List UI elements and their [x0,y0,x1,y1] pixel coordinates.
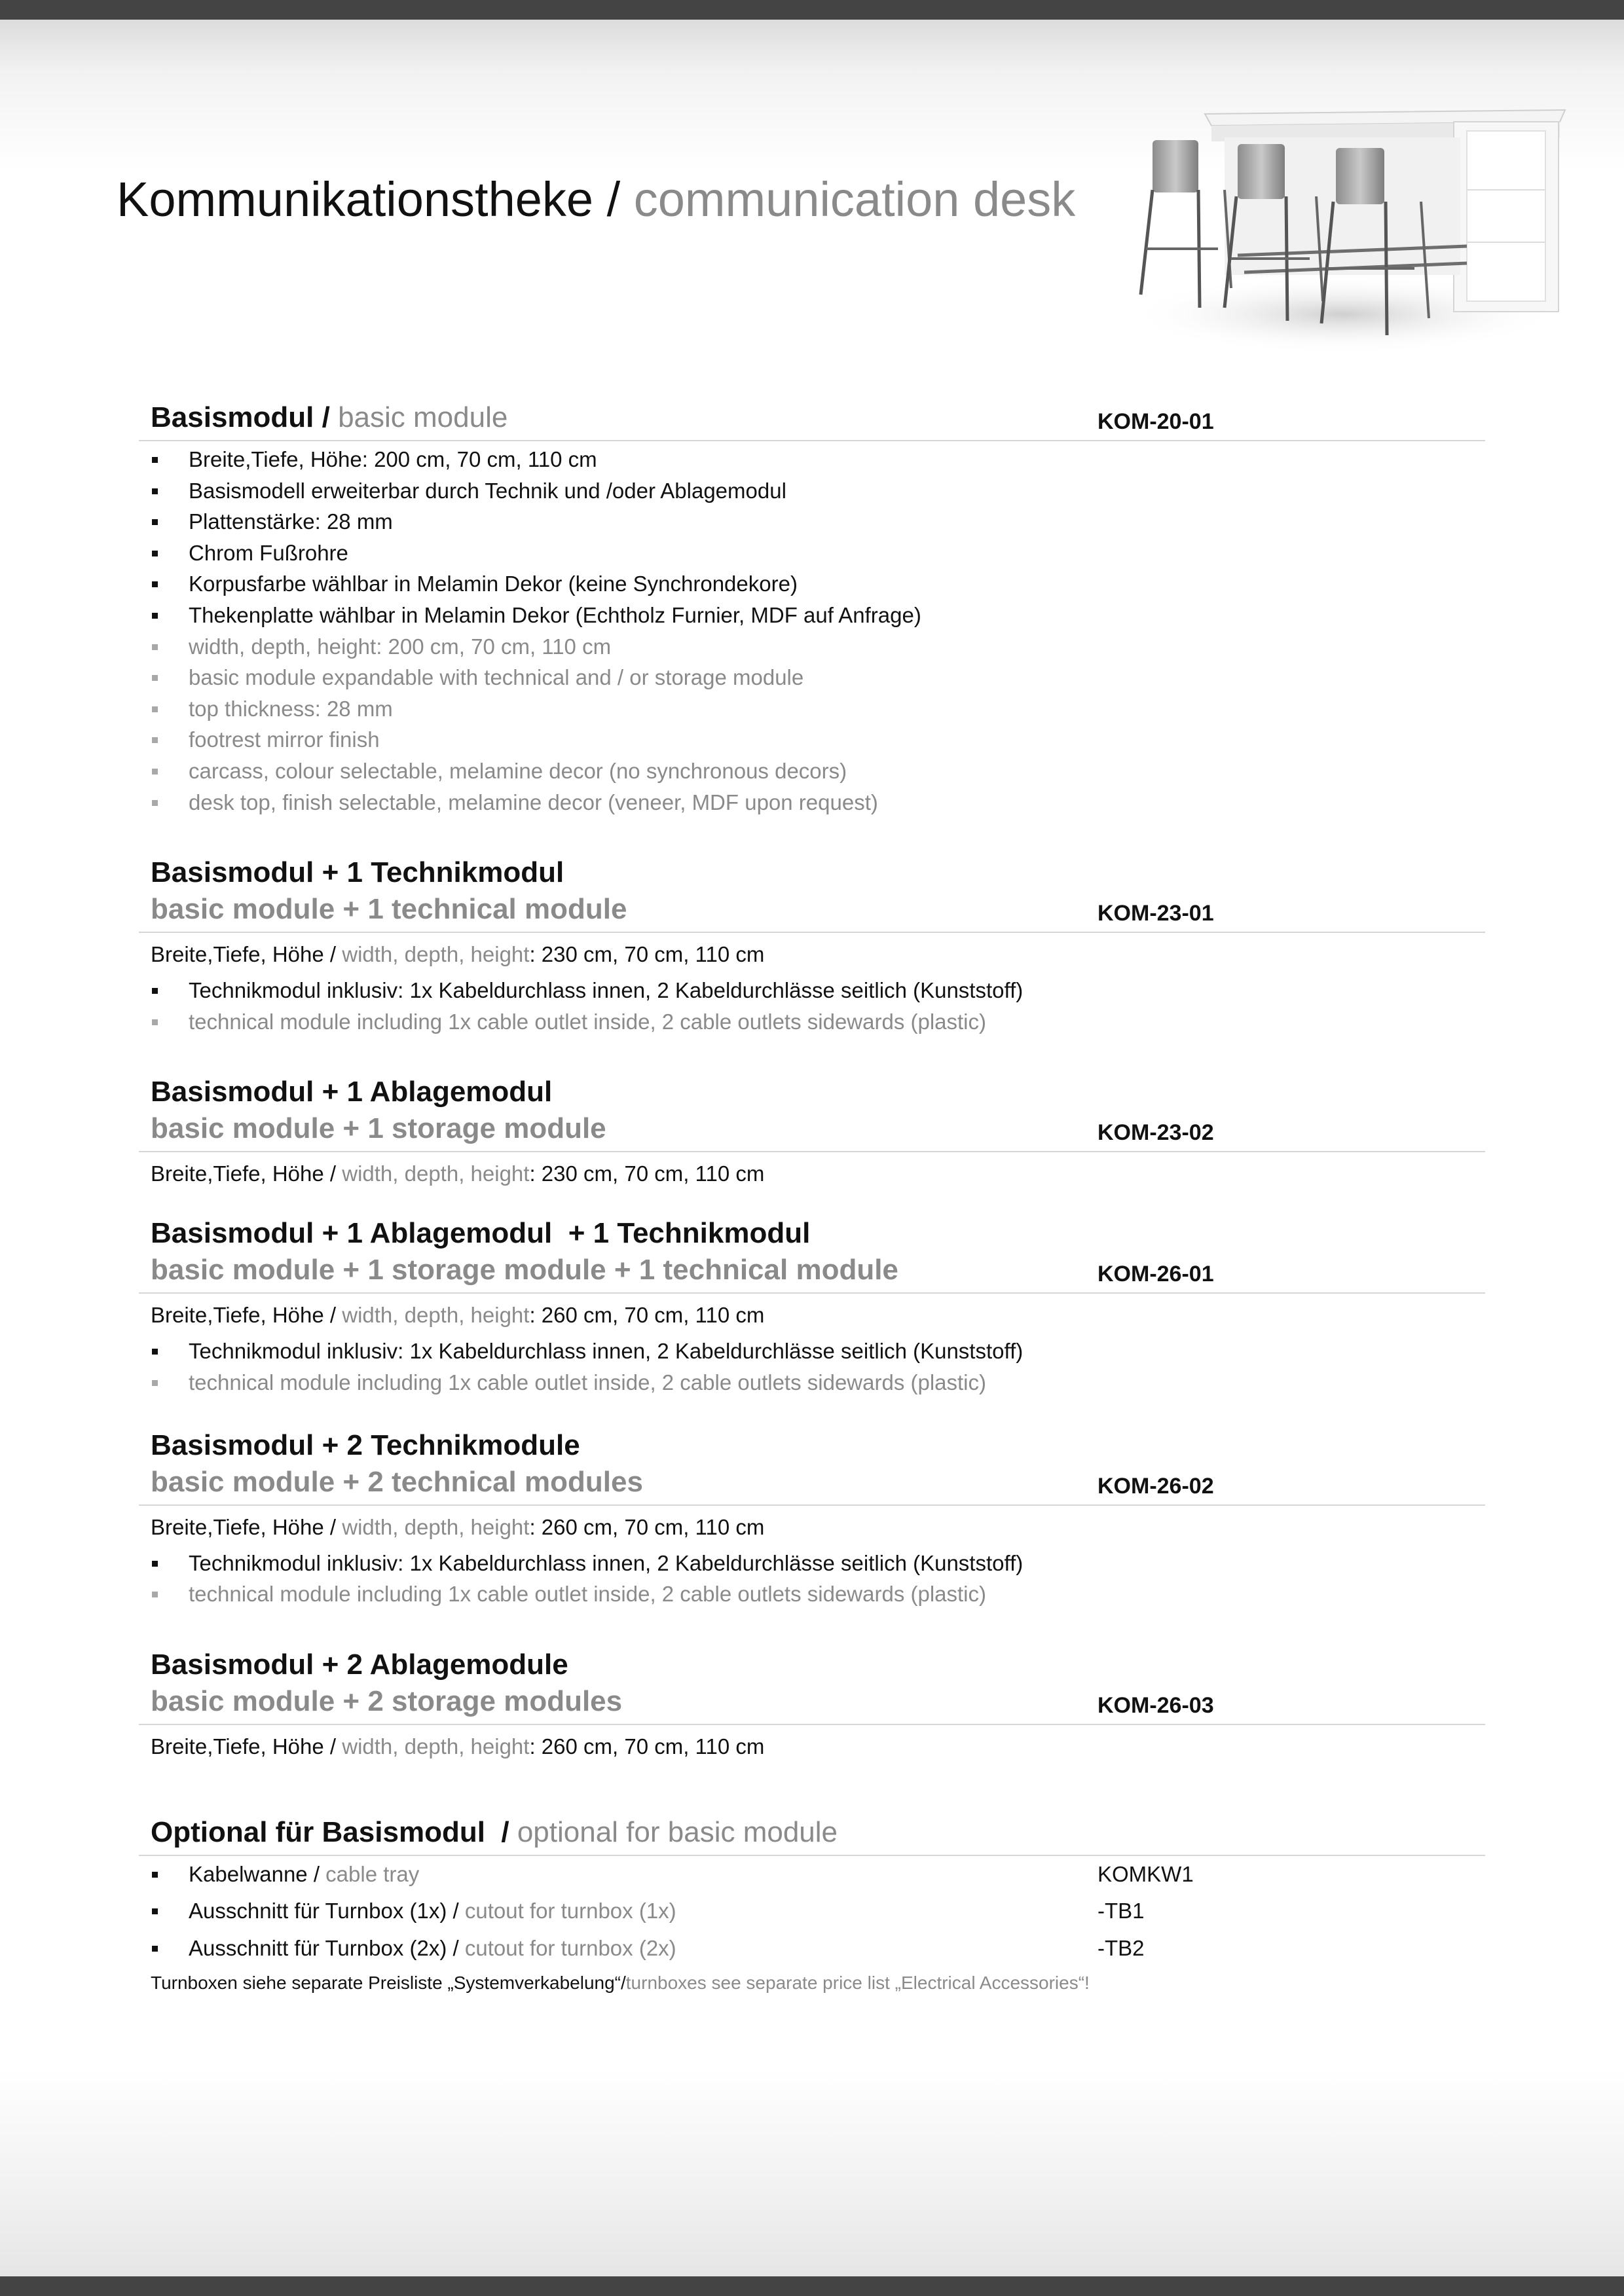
dims-label-de: Breite,Tiefe, Höhe / [151,1734,337,1758]
list-item: Basismodell erweiterbar durch Technik und /oder Ablagemodul [139,475,1485,507]
section-basic-module [139,399,1485,818]
dims-value: : 260 cm, 70 cm, 110 cm [529,1514,765,1539]
list-item: technical module including 1x cable outlet inside, 2 cable outlets sidewards (plastic) [139,1578,1485,1610]
section-title-de: Basismodul + 1 Ablagemodul + 1 Technikmodul [151,1217,811,1250]
article-code: KOM-23-01 [1098,901,1214,926]
dims-value: : 260 cm, 70 cm, 110 cm [529,1303,765,1328]
dims-label-de: Breite,Tiefe, Höhe / [151,942,337,967]
list-item: desk top, finish selectable, melamine decor (veneer, MDF upon request) [139,787,1485,818]
product-image-bar-stools-desk [1126,92,1572,354]
section-optional [139,1814,1485,1997]
top-edge-bar [0,0,1624,20]
list-item [139,1859,1485,1890]
section-title-en: basic module + 1 storage module + 1 technical module [151,1254,898,1286]
option-de: Ausschnitt für Turnbox (1x) / [189,1899,459,1923]
section-module [139,1215,1485,1398]
dims-value: : 230 cm, 70 cm, 110 cm [529,1161,765,1186]
feature-list [139,1548,1485,1610]
list-item: technical module including 1x cable outlet inside, 2 cable outlets sidewards (plastic) [139,1006,1485,1038]
list-item: Thekenplatte wählbar in Melamin Dekor (Echtholz Furnier, MDF auf Anfrage) [139,600,1485,631]
section-title-en: basic module + 1 technical module [151,893,627,926]
section-header [139,1074,1485,1152]
section-title [151,399,1485,436]
dims-label-en: width, depth, height [342,1514,530,1539]
dims-label-en: width, depth, height [342,1303,530,1328]
article-code: KOM-26-02 [1098,1473,1214,1499]
option-en: cutout for turnbox (2x) [464,1935,676,1960]
option-code: -TB1 [1098,1899,1145,1923]
section-title-de: Optional für Basismodul / [151,1815,509,1848]
dims-label-de: Breite,Tiefe, Höhe / [151,1161,337,1186]
article-code: KOM-20-01 [1098,409,1214,434]
title-en: communication desk [633,172,1076,227]
dimensions [139,1300,1485,1330]
title-de: Kommunikationstheke / [117,172,621,227]
section-module [139,1074,1485,1189]
article-code: KOM-26-03 [1098,1692,1214,1718]
section-title-de: Basismodul / [151,401,330,433]
dimensions [139,939,1485,970]
section-header [139,1814,1485,1856]
section-title-en: basic module + 2 storage modules [151,1685,623,1717]
list-item: Korpusfarbe wählbar in Melamin Dekor (keine Synchrondekore) [139,568,1485,600]
section-header [139,1647,1485,1725]
feature-list [139,1336,1485,1398]
option-de: Kabelwanne / [189,1861,320,1886]
dimensions [139,1732,1485,1762]
list-item: Technikmodul inklusiv: 1x Kabeldurchlass innen, 2 Kabeldurchlässe seitlich (Kunststoff) [139,1548,1485,1579]
section-module [139,854,1485,1037]
list-item: top thickness: 28 mm [139,693,1485,725]
section-title-de: Basismodul + 2 Technikmodule [151,1429,580,1461]
feature-list [139,444,1485,818]
section-header [139,1215,1485,1294]
turnbox-note [139,1970,1485,1996]
dims-label-en: width, depth, height [342,942,530,967]
list-item [139,1933,1485,1964]
list-item: Breite,Tiefe, Höhe: 200 cm, 70 cm, 110 cm [139,444,1485,475]
list-item: technical module including 1x cable outlet inside, 2 cable outlets sidewards (plastic) [139,1367,1485,1398]
note-de: Turnboxen siehe separate Preisliste „Systemverkabelung“/ [151,1973,626,1994]
section-title-en: basic module + 1 storage module [151,1112,606,1145]
section-header [139,1427,1485,1506]
section-title [151,1814,1485,1851]
section-title-de: Basismodul + 1 Technikmodul [151,856,564,889]
list-item: carcass, colour selectable, melamine decor (no synchronous decors) [139,756,1485,787]
option-code: -TB2 [1098,1935,1145,1960]
list-item: Technikmodul inklusiv: 1x Kabeldurchlass innen, 2 Kabeldurchlässe seitlich (Kunststoff) [139,1336,1485,1367]
section-module [139,1427,1485,1610]
feature-list [139,975,1485,1037]
section-title-de: Basismodul + 2 Ablagemodule [151,1648,568,1681]
note-en: turnboxes see separate price list „Electrical Accessories“! [625,1973,1090,1994]
section-header [139,854,1485,933]
list-item [139,1895,1485,1927]
dims-label-en: width, depth, height [342,1161,530,1186]
dims-label-de: Breite,Tiefe, Höhe / [151,1303,337,1328]
dimensions [139,1512,1485,1542]
option-en: cutout for turnbox (1x) [464,1899,676,1923]
section-title-en: basic module [338,401,508,433]
desk-illustration [1126,92,1572,354]
section-title-en: optional for basic module [517,1815,838,1848]
article-code: KOM-23-02 [1098,1120,1214,1146]
list-item: Technikmodul inklusiv: 1x Kabeldurchlass innen, 2 Kabeldurchlässe seitlich (Kunststoff) [139,975,1485,1006]
dims-value: : 230 cm, 70 cm, 110 cm [529,942,765,967]
section-module [139,1647,1485,1762]
dims-label-de: Breite,Tiefe, Höhe / [151,1514,337,1539]
list-item: footrest mirror finish [139,724,1485,756]
article-code: KOM-26-01 [1098,1262,1214,1287]
optional-list [139,1859,1485,1964]
list-item: basic module expandable with technical and / or storage module [139,662,1485,693]
section-header [139,399,1485,441]
list-item: width, depth, height: 200 cm, 70 cm, 110 cm [139,631,1485,663]
bottom-edge-bar [0,2276,1624,2296]
list-item: Chrom Fußrohre [139,538,1485,569]
dims-label-en: width, depth, height [342,1734,530,1758]
page-title [117,172,1076,227]
dimensions [139,1159,1485,1189]
option-en: cable tray [325,1861,420,1886]
option-code: KOMKW1 [1098,1861,1194,1886]
list-item: Plattenstärke: 28 mm [139,506,1485,538]
section-title-en: basic module + 2 technical modules [151,1465,643,1498]
section-title-de: Basismodul + 1 Ablagemodul [151,1076,553,1108]
spec-content [139,399,1485,1996]
dims-value: : 260 cm, 70 cm, 110 cm [529,1734,765,1758]
option-de: Ausschnitt für Turnbox (2x) / [189,1935,459,1960]
